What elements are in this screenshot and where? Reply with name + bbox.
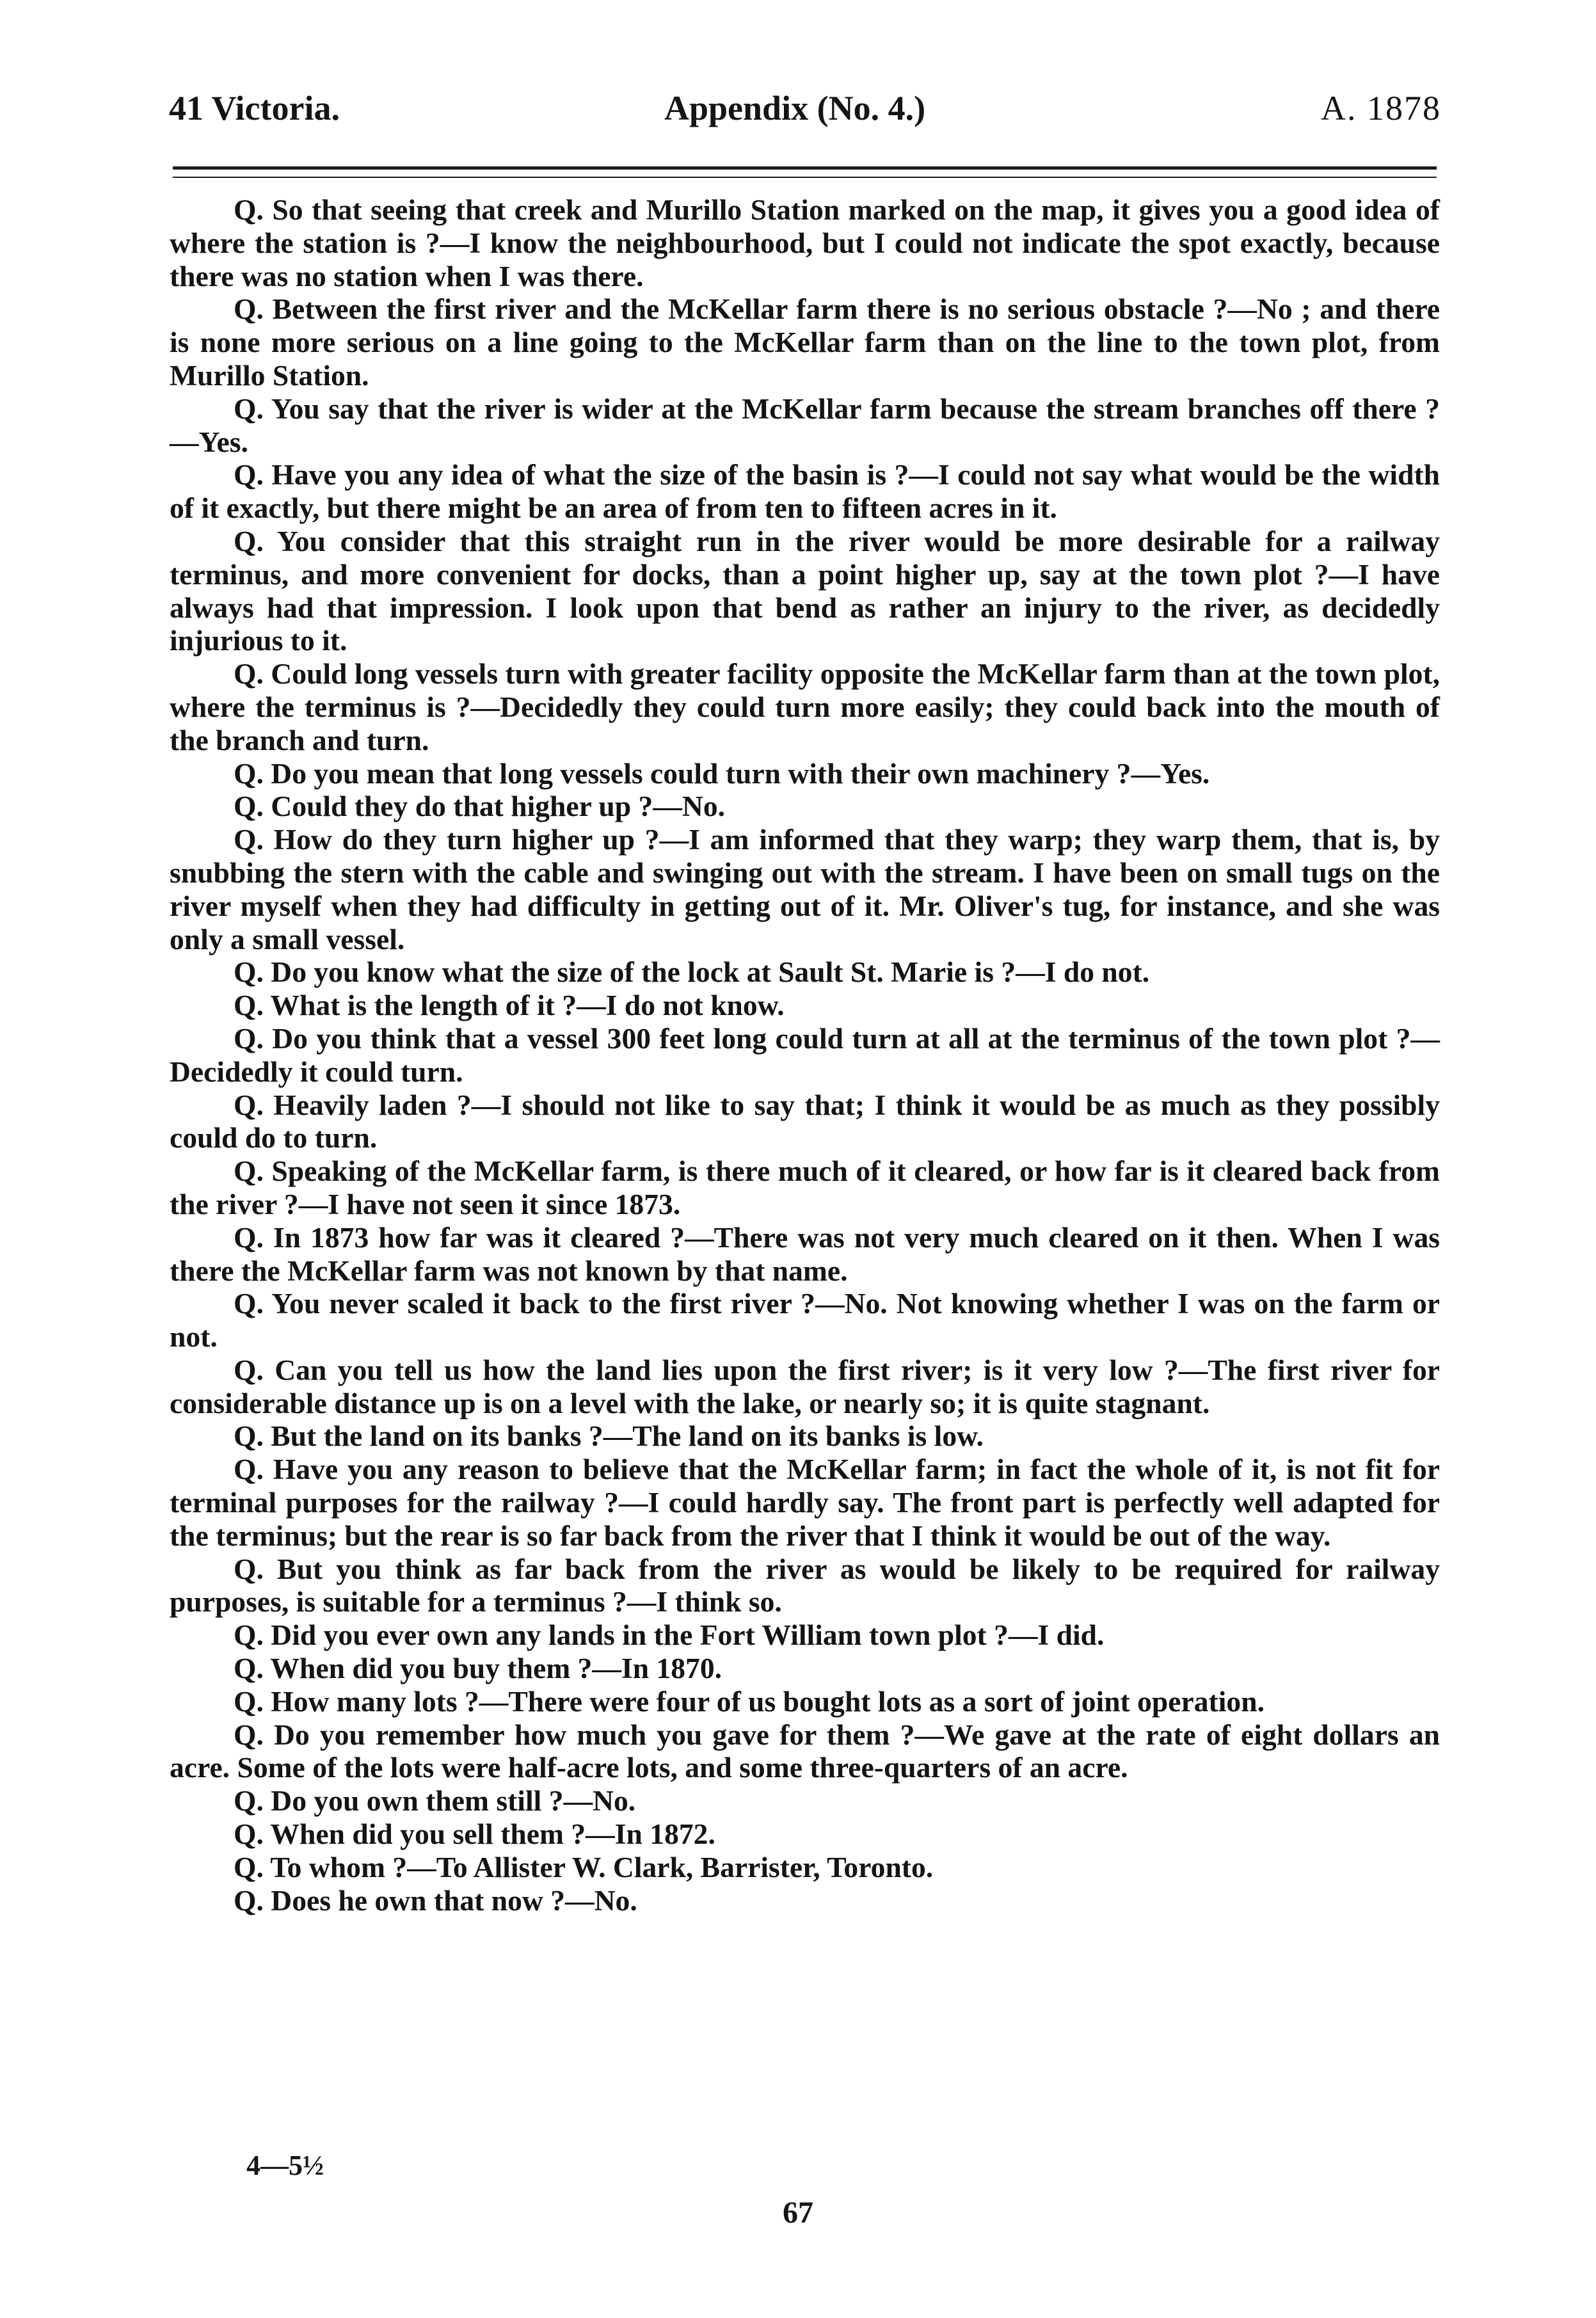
paragraph: Q. How many lots ?—There were four of us bought lots as a sort of joint operation. xyxy=(234,1684,1265,1718)
paragraph: Q. To whom ?—To Allister W. Clark, Barrister, Toronto. xyxy=(234,1850,934,1883)
paragraph: Q. But you think as far back from the river as would be likely to be required for railway purposes, is suitable for a terminus ?—I think so. xyxy=(170,1552,1440,1619)
paragraph: Q. When did you buy them ?—In 1870. xyxy=(234,1652,722,1685)
paragraph: Q. But the land on its banks ?—The land on its banks is low. xyxy=(234,1419,984,1453)
paragraph: Q. Could long vessels turn with greater facility opposite the McKellar farm than at the town plot, where the terminus is ?—Decidedly they could turn more easily; they could back into the mouth of the branch and turn. xyxy=(170,657,1440,756)
paragraph: Q. Speaking of the McKellar farm, is there much of it cleared, or how far is it cleared back from the river ?—I have not seen it since 1873. xyxy=(170,1155,1440,1220)
paragraph: Q. Have you any idea of what the size of the basin is ?—I could not say what would be the width of it exactly, but there might be an area of from ten to fifteen acres in it. xyxy=(170,458,1440,525)
paragraph: Q. Have you any reason to believe that the McKellar farm; in fact the whole of it, is not fit for terminal purposes for the railway ?—I could hardly say. The front part is perfectly well adapted for the terminus; but the rear is so far back from the river that I think it would be out of the way. xyxy=(170,1453,1440,1552)
paragraph: Q. So that seeing that creek and Murillo Station marked on the map, it gives you a good idea of where the station is ?—I know the neighbourhood, but I could not indicate the spot exactly, because there was no station when I was there. xyxy=(170,193,1440,292)
printer-signature-mark: 4—5½ xyxy=(246,2150,324,2181)
paragraph: Q. Could they do that higher up ?—No. xyxy=(234,790,726,823)
paragraph: Q. You say that the river is wider at the McKellar farm because the stream branches off there ?—Yes. xyxy=(170,392,1440,458)
paragraph: Q. How do they turn higher up ?—I am informed that they warp; they warp them, that is, by snubbing the stern with the cable and swinging out with the stream. I have been on small tugs on the river myself when they had difficulty in getting out of it. Mr. Oliver's tug, for instance, and she was only a small vessel. xyxy=(170,823,1440,955)
paragraph: Q. Do you mean that long vessels could turn with their own machinery ?—Yes. xyxy=(234,756,1210,790)
header-session: 41 Victoria. xyxy=(169,89,340,127)
testimony-text xyxy=(170,193,1440,1917)
header-year: A. 1878 xyxy=(1321,89,1441,127)
header-appendix: Appendix (No. 4.) xyxy=(664,89,926,127)
paragraph: Q. Do you know what the size of the lock at Sault St. Marie is ?—I do not. xyxy=(234,955,1150,989)
paragraph: Q. Does he own that now ?—No. xyxy=(234,1883,637,1917)
paragraph: Q. Heavily laden ?—I should not like to say that; I think it would be as much as they possibly could do to turn. xyxy=(170,1088,1440,1155)
paragraph: Q. In 1873 how far was it cleared ?—There was not very much cleared on it then. When I was there the McKellar farm was not known by that name. xyxy=(170,1220,1440,1287)
paragraph: Q. You consider that this straight run in the river would be more desirable for a railway terminus, and more convenient for docks, than a point higher up, say at the town plot ?—I have always had that impression. I look upon that bend as rather an injury to the river, as decidedly injurious to it. xyxy=(170,524,1440,657)
paragraph: Q. Do you own them still ?—No. xyxy=(234,1784,636,1818)
page-number: 67 xyxy=(783,2196,813,2230)
header-rule-thin xyxy=(173,177,1437,178)
paragraph: Q. Do you remember how much you gave for them ?—We gave at the rate of eight dollars an acre. Some of the lots were half-acre lots, and some three-quarters of an acre. xyxy=(170,1718,1440,1784)
paragraph: Q. Did you ever own any lands in the Fort William town plot ?—I did. xyxy=(234,1619,1105,1652)
header-rule-thick xyxy=(173,166,1437,170)
paragraph: Q. Do you think that a vessel 300 feet long could turn at all at the terminus of the town plot ?—Decidedly it could turn. xyxy=(170,1021,1440,1088)
page-header xyxy=(0,82,1596,140)
paragraph: Q. Can you tell us how the land lies upon the first river; is it very low ?—The first river for considerable distance up is on a level with the lake, or nearly so; it is quite stagnant. xyxy=(170,1353,1440,1419)
paragraph: Q. Between the first river and the McKellar farm there is no serious obstacle ?—No ; and there is none more serious on a line going to the McKellar farm than on the line to the town plot, from Murillo Station. xyxy=(170,292,1440,392)
paragraph: Q. What is the length of it ?—I do not know. xyxy=(234,989,785,1022)
paragraph: Q. You never scaled it back to the first river ?—No. Not knowing whether I was on the farm or not. xyxy=(170,1287,1440,1354)
paragraph: Q. When did you sell them ?—In 1872. xyxy=(234,1818,715,1851)
